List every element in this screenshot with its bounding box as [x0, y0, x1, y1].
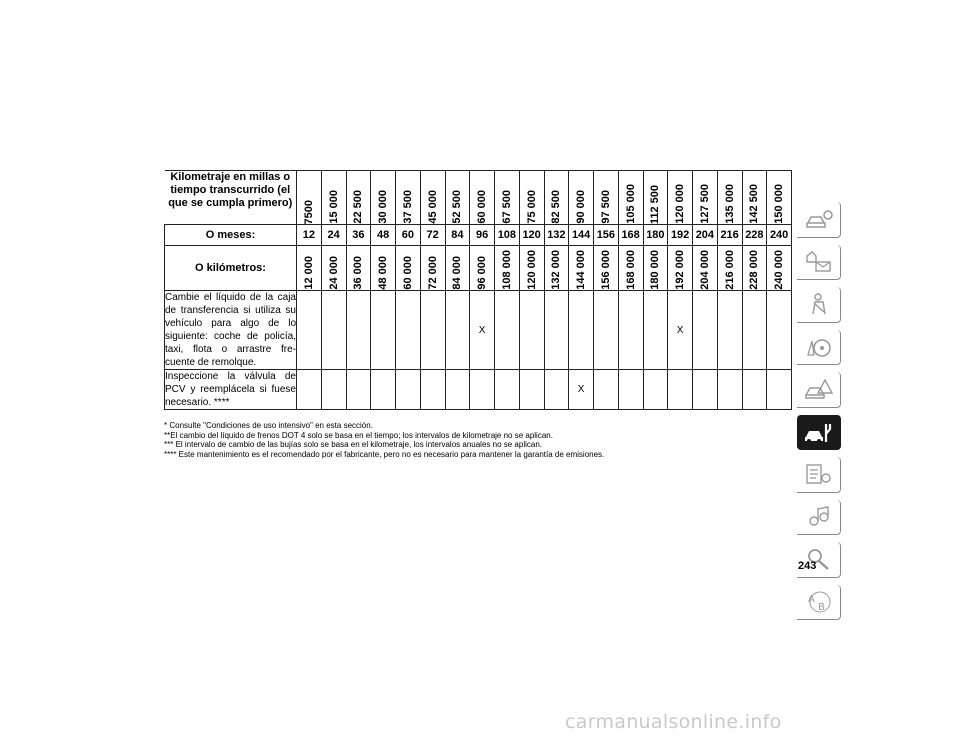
km-cell	[420, 246, 445, 291]
schedule-mark	[594, 370, 619, 410]
miles-value: 97 500	[599, 190, 612, 224]
chapter-tab[interactable]	[797, 287, 841, 323]
schedule-mark	[618, 291, 643, 370]
months-cell: 192	[668, 225, 693, 246]
schedule-mark: X	[668, 291, 693, 370]
steering-wheel-icon	[804, 335, 834, 359]
schedule-mark	[767, 370, 792, 410]
km-cell	[693, 246, 718, 291]
miles-cell	[470, 171, 495, 225]
specs-list-icon	[804, 462, 834, 486]
language-icon	[804, 590, 834, 614]
km-cell	[519, 246, 544, 291]
miles-value: 90 000	[575, 190, 588, 224]
miles-cell	[618, 171, 643, 225]
schedule-mark	[297, 370, 322, 410]
task-label: Inspeccione la válvula de PCV y reemplácela si fuese necesario. ****	[165, 371, 296, 408]
miles-header-row	[165, 171, 792, 225]
footnote: *** El intervalo de cambio de las bujías solo se basa en el kilometraje, los intervalos anuales no se aplican.	[164, 440, 542, 449]
km-cell	[396, 246, 421, 291]
months-cell: 12	[297, 225, 322, 246]
chapter-tab[interactable]	[797, 202, 841, 238]
miles-value: 60 000	[476, 190, 489, 224]
schedule-mark	[544, 291, 569, 370]
miles-cell	[594, 171, 619, 225]
chapter-tab[interactable]	[797, 457, 841, 493]
schedule-mark	[371, 291, 396, 370]
schedule-mark	[445, 291, 470, 370]
schedule-mark	[321, 291, 346, 370]
miles-cell	[297, 171, 322, 225]
months-cell: 168	[618, 225, 643, 246]
months-cell: 240	[767, 225, 792, 246]
months-cell: 156	[594, 225, 619, 246]
months-cell: 180	[643, 225, 668, 246]
km-value: 204 000	[698, 250, 711, 290]
km-value: 180 000	[649, 250, 662, 290]
footnotes	[164, 421, 804, 459]
km-cell	[618, 246, 643, 291]
chapter-tab[interactable]	[797, 245, 841, 281]
months-cell: 216	[717, 225, 742, 246]
car-info-icon	[804, 207, 834, 231]
km-value: 12 000	[302, 256, 315, 290]
car-envelope-icon	[804, 250, 834, 274]
miles-cell	[569, 171, 594, 225]
km-value: 240 000	[773, 250, 786, 290]
miles-value: 45 000	[426, 190, 439, 224]
schedule-mark	[767, 291, 792, 370]
svg-text:A: A	[807, 593, 815, 605]
miles-cell	[693, 171, 718, 225]
watermark: carmanualsonline.info	[565, 711, 782, 733]
page-number: 243	[798, 560, 817, 572]
km-value: 48 000	[377, 256, 390, 290]
months-cell: 60	[396, 225, 421, 246]
miles-header-label: Kilometraje en millas o tiempo transcurrido (el que se cumpla primero)	[165, 171, 297, 225]
chapter-tab[interactable]	[797, 585, 841, 621]
miles-cell	[495, 171, 520, 225]
km-cell	[569, 246, 594, 291]
months-cell: 24	[321, 225, 346, 246]
schedule-mark	[297, 291, 322, 370]
schedule-mark	[569, 291, 594, 370]
miles-cell	[519, 171, 544, 225]
schedule-mark	[445, 370, 470, 410]
svg-text:B: B	[817, 601, 825, 613]
miles-cell	[767, 171, 792, 225]
footnote: **El cambio del líquido de frenos DOT 4 solo se basa en el tiempo; los intervalos de kilometraje no se aplican.	[164, 430, 553, 440]
km-value: 216 000	[723, 250, 736, 290]
km-cell	[470, 246, 495, 291]
km-cell	[371, 246, 396, 291]
miles-cell	[445, 171, 470, 225]
miles-value: 120 000	[674, 184, 687, 224]
miles-value: 105 000	[624, 184, 637, 224]
multimedia-icon	[804, 505, 834, 529]
km-cell	[717, 246, 742, 291]
chapter-tab[interactable]	[797, 415, 841, 451]
km-value: 36 000	[352, 256, 365, 290]
months-cell: 204	[693, 225, 718, 246]
miles-cell	[396, 171, 421, 225]
schedule-mark	[420, 370, 445, 410]
miles-cell	[544, 171, 569, 225]
schedule-mark	[470, 370, 495, 410]
km-cell	[742, 246, 767, 291]
km-cell	[297, 246, 322, 291]
km-row	[165, 246, 792, 291]
km-value: 132 000	[550, 250, 563, 290]
km-value: 108 000	[500, 250, 513, 290]
miles-value: 52 500	[451, 190, 464, 224]
km-value: 120 000	[525, 250, 538, 290]
seatbelt-icon	[804, 292, 834, 316]
km-cell	[594, 246, 619, 291]
car-warning-icon	[804, 377, 834, 401]
schedule-mark	[495, 370, 520, 410]
km-value: 72 000	[426, 256, 439, 290]
schedule-mark	[643, 291, 668, 370]
km-value: 24 000	[327, 256, 340, 290]
km-value: 192 000	[674, 250, 687, 290]
miles-value: 142 500	[748, 184, 761, 224]
miles-value: 67 500	[500, 190, 513, 224]
schedule-mark	[742, 370, 767, 410]
miles-value: 127 500	[698, 184, 711, 224]
schedule-mark	[693, 370, 718, 410]
miles-value: 82 500	[550, 190, 563, 224]
km-value: 168 000	[624, 250, 637, 290]
schedule-mark	[544, 370, 569, 410]
task-label: Cambie el líquido de la caja de transferencia si utiliza su vehículo para algo de lo siguiente: coche de policía, taxi, flota o arrastre fre-cuente de remolque.	[165, 292, 296, 368]
km-cell	[668, 246, 693, 291]
miles-value: 7500	[302, 199, 315, 224]
miles-value: 15 000	[327, 190, 340, 224]
miles-cell	[717, 171, 742, 225]
task-row-pcv-valve	[165, 370, 792, 410]
miles-value: 30 000	[377, 190, 390, 224]
miles-value: 150 000	[773, 184, 786, 224]
schedule-mark	[519, 370, 544, 410]
months-cell: 228	[742, 225, 767, 246]
schedule-mark	[396, 291, 421, 370]
miles-value: 22 500	[352, 190, 365, 224]
months-label: O meses:	[165, 225, 297, 246]
schedule-mark	[668, 370, 693, 410]
schedule-mark	[618, 370, 643, 410]
km-cell	[767, 246, 792, 291]
schedule-mark	[396, 370, 421, 410]
schedule-mark: X	[470, 291, 495, 370]
miles-value: 135 000	[723, 184, 736, 224]
km-value: 144 000	[575, 250, 588, 290]
schedule-mark	[321, 370, 346, 410]
km-cell	[544, 246, 569, 291]
car-tools-icon	[804, 420, 834, 444]
task-row-transfer-case	[165, 291, 792, 370]
months-cell: 132	[544, 225, 569, 246]
miles-cell	[668, 171, 693, 225]
km-value: 60 000	[401, 256, 414, 290]
miles-cell	[371, 171, 396, 225]
schedule-mark	[717, 370, 742, 410]
miles-cell	[346, 171, 371, 225]
schedule-mark	[643, 370, 668, 410]
footnote: * Consulte "Condiciones de uso intensivo" en esta sección.	[164, 421, 373, 430]
months-cell: 144	[569, 225, 594, 246]
miles-cell	[420, 171, 445, 225]
km-cell	[321, 246, 346, 291]
km-cell	[346, 246, 371, 291]
chapter-tab[interactable]	[797, 500, 841, 536]
months-cell: 96	[470, 225, 495, 246]
miles-cell	[742, 171, 767, 225]
maintenance-schedule-table	[164, 170, 792, 410]
months-cell: 108	[495, 225, 520, 246]
km-cell	[643, 246, 668, 291]
months-cell: 36	[346, 225, 371, 246]
footnote: **** Este mantenimiento es el recomendado por el fabricante, pero no es necesario para mantener la garantía de emisiones.	[164, 449, 605, 459]
miles-cell	[643, 171, 668, 225]
schedule-mark	[420, 291, 445, 370]
schedule-mark	[717, 291, 742, 370]
schedule-mark	[495, 291, 520, 370]
months-cell: 84	[445, 225, 470, 246]
km-cell	[445, 246, 470, 291]
schedule-mark	[371, 370, 396, 410]
km-value: 84 000	[451, 256, 464, 290]
km-value: 156 000	[599, 250, 612, 290]
months-cell: 72	[420, 225, 445, 246]
months-row	[165, 225, 792, 246]
schedule-mark	[346, 370, 371, 410]
km-value: 228 000	[748, 250, 761, 290]
miles-cell	[321, 171, 346, 225]
km-label: O kilómetros:	[165, 246, 297, 291]
chapter-tab[interactable]	[797, 372, 841, 408]
miles-value: 37 500	[401, 190, 414, 224]
schedule-mark	[693, 291, 718, 370]
months-cell: 48	[371, 225, 396, 246]
km-value: 96 000	[476, 256, 489, 290]
miles-value: 75 000	[525, 190, 538, 224]
schedule-mark	[346, 291, 371, 370]
schedule-mark	[594, 291, 619, 370]
schedule-mark	[742, 291, 767, 370]
months-cell: 120	[519, 225, 544, 246]
km-cell	[495, 246, 520, 291]
chapter-tab[interactable]	[797, 330, 841, 366]
miles-value: 112 500	[649, 184, 662, 224]
schedule-mark: X	[569, 370, 594, 410]
schedule-mark	[519, 291, 544, 370]
